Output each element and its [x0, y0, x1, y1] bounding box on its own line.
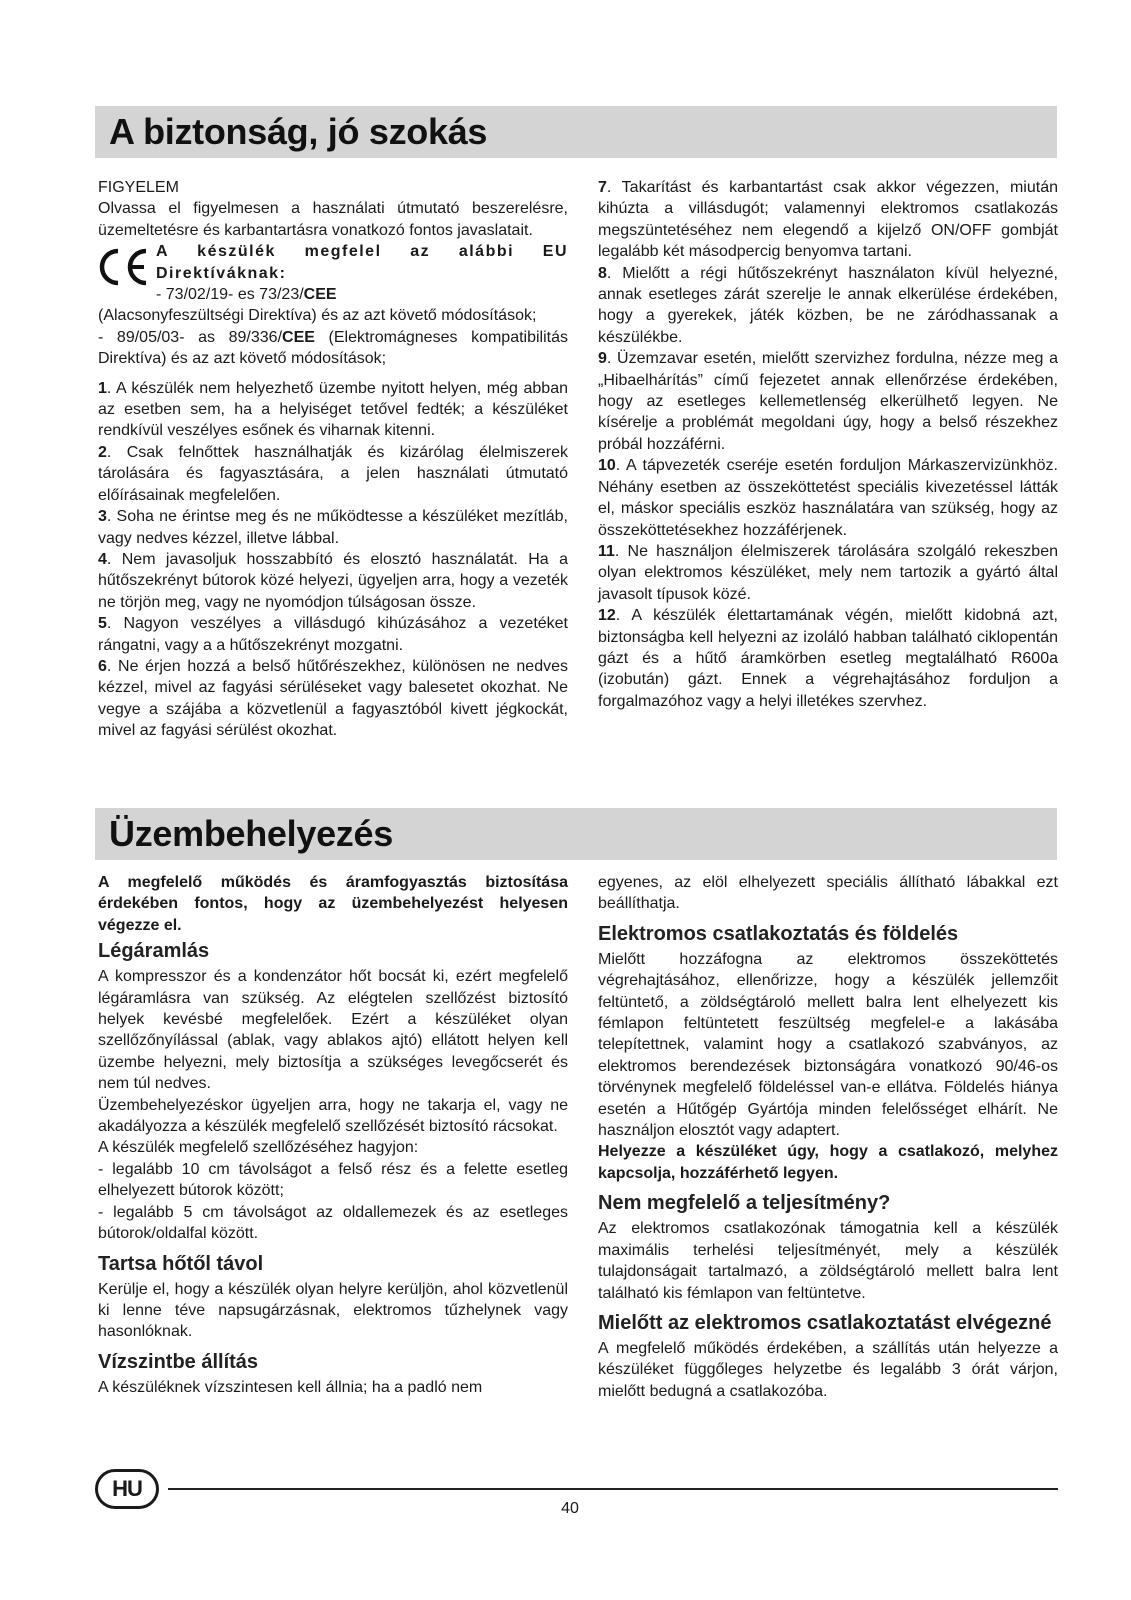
safety-item-1: 1. A készülék nem helyezhető üzembe nyitott helyen, még abban az esetben sem, ha a helyiséget tetővel fedték; a készüléket rendkívül veszélyes esőnek és viharnak kitenni.	[98, 379, 568, 440]
safety-item-12: 12. A készülék élettartamának végén, mielőtt kidobná azt, biztonságba kell helyezni az izoláló habban található ciklopentán gázt és a hűtő áramkörben esetleg megtalálható R600a (izobután) gázt. Ennek a végrehajtásához forduljon a forgalmazóhoz vagy a helyi illetékes szervhez.	[598, 607, 1058, 710]
air-p2: Üzembehelyezéskor ügyeljen arra, hogy ne takarja el, vagy ne akadályozza a készülék megfelelő szellőzését biztosító rácsokat.	[98, 1096, 568, 1136]
air-heading: Légáramlás	[98, 940, 210, 963]
install-left-column	[98, 872, 568, 1398]
section-title-install: Üzembehelyezés	[109, 813, 393, 854]
install-intro: A megfelelő működés és áramfogyasztás biztosítása érdekében fontos, hogy az üzembehelyezést helyesen végezze el.	[98, 874, 568, 934]
safety-item-6: 6. Ne érjen hozzá a belső hűtőrészekhez, különösen ne nedves kézzel, mivel az fagyási sérüléseket vagy balesetet okozhat. Ne vegye a szájába a közvetlenül a fagyasztóból kivett jégkockát, mivel az fagyási sérülést okozhat.	[98, 657, 568, 740]
power-text: Az elektromos csatlakozónak támogatnia kell a készülék maximális terhelési teljesítményét, mely a készülék tulajdonságait tartalmazó, a zöldségtároló mellett balra lent található kis fémlapon van feltüntetve.	[598, 1220, 1058, 1302]
footer-rule	[168, 1488, 1058, 1490]
eu-line1-rest: (Alacsonyfeszültségi Direktíva) és az azt követő módosítások;	[98, 307, 537, 325]
eu-line1-inline: - 73/02/19- es 73/23/CEE	[156, 286, 337, 304]
install-right-column	[598, 872, 1058, 1402]
air-p4: - legalább 10 cm távolságot a felső rész és a felette esetleg elhelyezett bútorok között;	[98, 1160, 568, 1200]
warning-text: Olvassa el figyelmesen a használati útmutató beszerelésre, üzemeltetésre és karbantartásra vonatkozó fontos javaslatait.	[98, 200, 568, 239]
safety-right-column	[598, 177, 1058, 712]
heat-text: Kerülje el, hogy a készülék olyan helyre kerüljön, ahol közvetlenül ki lenne téve napsugárzásnak, elektromos tűzhelynek vagy hasonlóknak.	[98, 1280, 568, 1341]
ce-mark-icon	[98, 245, 156, 289]
safety-item-9: 9. Üzemzavar esetén, mielőtt szervizhez fordulna, nézze meg a „Hibaelhárítás” című fejezetet annak ellenőrzése érdekében, hogy az esetleges kellemetlenség elkerülhető legyen. Ne kísérelje a problémát megoldani úgy, hogy a belső részekhez próbál hozzáférni.	[598, 350, 1058, 453]
eu-heading: A készülék megfelel az alábbi EU Direktíváknak:	[156, 243, 568, 282]
section-header-install	[95, 808, 1057, 860]
safety-item-8: 8. Mielőtt a régi hűtőszekrényt használaton kívül helyezné, annak esetleges zárát szerelje le annak elkerülése érdekében, hogy a gyerekek, játék közben, be ne záródhassanak a készülékbe.	[598, 264, 1058, 346]
safety-left-column	[98, 177, 568, 742]
air-p5: - legalább 5 cm távolságot az oldallemezek és az esetleges bútorok/oldalfal között.	[98, 1203, 568, 1243]
ce-block	[98, 241, 568, 305]
safety-item-5: 5. Nagyon veszélyes a villásdugó kihúzásához a vezetéket rángatni, vagy a a hűtőszekrényt mozgatni.	[98, 615, 568, 654]
power-heading: Nem megfelelő a teljesítmény?	[598, 1192, 891, 1215]
before-heading: Mielőtt az elektromos csatlakoztatást elvégezné	[598, 1311, 1052, 1334]
heat-heading: Tartsa hőtől távol	[98, 1252, 264, 1275]
safety-item-7: 7. Takarítást és karbantartást csak akkor végezzen, miután kihúzta a villásdugót; valamennyi elektromos csatlakozás megszüntetéséhez nem elegendő a kijelző ON/OFF gombját legalább két másodpercig benyomva tartani.	[598, 179, 1058, 261]
safety-item-4: 4. Nem javasoljuk hosszabbító és elosztó használatát. Ha a hűtőszekrényt bútorok közé helyezi, ügyeljen arra, hogy a vezeték ne törjön meg, vagy ne nyomódjon túlságosan össze.	[98, 550, 568, 611]
language-badge: HU	[95, 1469, 159, 1509]
air-p3: A készülék megfelelő szellőzéséhez hagyjon:	[98, 1139, 419, 1157]
elec-heading: Elektromos csatlakoztatás és földelés	[598, 922, 959, 945]
safety-item-11: 11. Ne használjon élelmiszerek tárolására szolgáló rekeszben olyan elektromos készüléket, mely nem tartozik a gyártó által javasolt típusok közé.	[598, 542, 1058, 603]
safety-item-10: 10. A tápvezeték cseréje esetén forduljon Márkaszervizünkhöz. Néhány esetben az összeköttetést speciális kivezetéssel látták el, máskor speciális eszköz használatára van szükség, hogy az összeköttetésekhez hozzáférjenek.	[598, 457, 1058, 539]
eu-line2: - 89/05/03- as 89/336/CEE (Elektromágneses kompatibilitás Direktíva) és az azt követő módosítások;	[98, 328, 568, 368]
section-title-safety: A biztonság, jó szokás	[109, 111, 488, 152]
safety-item-2: 2. Csak felnőttek használhatják és kizárólag élelmiszerek tárolására és fagyasztására, a jelen használati útmutató előírásainak megfelelően.	[98, 443, 568, 504]
air-p1: A kompresszor és a kondenzátor hőt bocsát ki, ezért megfelelő légáramlásra van szükség. Az elégtelen szellőzést biztosító helyek kevésbé megfelelőek. Ezért a készüléket olyan szellőzőnyílással (ablak, vagy ablakos ajtó) ellátott helyen kell üzembe helyezni, mely biztosítja a szükséges levegőcserét és nem túl nedves.	[98, 968, 568, 1093]
warning-heading: FIGYELEM	[98, 179, 179, 196]
level-text-1: A készüléknek vízszintesen kell állnia; ha a padló nem	[98, 1378, 483, 1396]
section-header-safety	[95, 106, 1057, 158]
level-text-2: egyenes, az elöl elhelyezett speciális állítható lábakkal ezt beállíthatja.	[598, 874, 1058, 913]
elec-text: Mielőtt hozzáfogna az elektromos összeköttetés végrehajtásához, ellenőrizze, hogy a készülék jellemzőit feltüntető, a zöldségtároló mellett balra lent elhelyezett kis fémlapon feltüntetett feszültség megfelel-e a lakásába telepítettnek, valamint hogy a csatlakozó szabványos, az elektromos berendezések biztonságára vonatkozó 90/46-os törvénynek megfelelő földeléssel van-e ellátva. Földelés hiánya esetén a Hűtőgép Gyártója minden felelősséget elhárít. Ne használjon elosztót vagy adaptert.	[598, 950, 1058, 1140]
page-number: 40	[561, 1500, 579, 1517]
before-text: A megfelelő működés érdekében, a szállítás után helyezze a készüléket függőleges helyzetbe és legalább 3 órát várjon, mielőtt bedugná a csatlakozóba.	[598, 1339, 1058, 1400]
level-heading: Vízszintbe állítás	[98, 1350, 259, 1373]
safety-item-3: 3. Soha ne érintse meg és ne működtesse a készüléket mezítláb, vagy nedves kézzel, illetve lábbal.	[98, 508, 568, 547]
elec-bold-text: Helyezze a készüléket úgy, hogy a csatlakozó, melyhez kapcsolja, hozzáférhető legyen.	[598, 1143, 1058, 1182]
